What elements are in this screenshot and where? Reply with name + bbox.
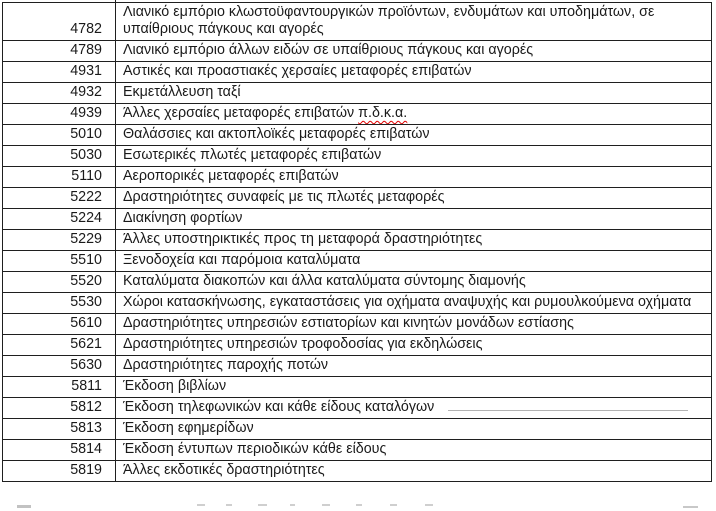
cutoff-text-top-artifact (226, 504, 232, 506)
table-row (3, 272, 712, 293)
table-row (3, 440, 712, 461)
description-cell: Έκδοση έντυπων περιοδικών κάθε είδους (116, 440, 712, 461)
table-row (3, 398, 712, 419)
description-cell: Δραστηριότητες υπηρεσιών τροφοδοσίας για εκδηλώσεις (116, 335, 712, 356)
code-cell: 4932 (3, 83, 116, 104)
code-cell: 5229 (3, 230, 116, 251)
table-row (3, 251, 712, 272)
code-cell: 5010 (3, 125, 116, 146)
description-cell: Δραστηριότητες συναφείς με τις πλωτές μεταφορές (116, 188, 712, 209)
cutoff-text-top-artifact (425, 504, 433, 506)
description-cell: Αστικές και προαστιακές χερσαίες μεταφορές επιβατών (116, 62, 712, 83)
cutoff-text-top-artifact (290, 504, 295, 506)
table-row (3, 188, 712, 209)
misspelled-word: π.δ.κ.α. (358, 105, 408, 121)
description-cell: Έκδοση εφημερίδων (116, 419, 712, 440)
description-cell: Δραστηριότητες υπηρεσιών εστιατορίων και κινητών μονάδων εστίασης (116, 314, 712, 335)
table-row (3, 209, 712, 230)
code-cell: 5030 (3, 146, 116, 167)
table-row (3, 125, 712, 146)
code-cell: 5222 (3, 188, 116, 209)
cutoff-text-top-artifact (390, 504, 397, 506)
code-cell: 4939 (3, 104, 116, 125)
cutoff-content-artifact-left (17, 505, 31, 508)
code-cell: 5630 (3, 356, 116, 377)
code-cell: 5819 (3, 461, 116, 482)
table-row (3, 62, 712, 83)
table-row (3, 293, 712, 314)
code-cell: 5811 (3, 377, 116, 398)
code-cell: 5530 (3, 293, 116, 314)
cutoff-content-artifact-right (683, 506, 698, 508)
description-cell: Λιανικό εμπόριο άλλων ειδών σε υπαίθριους πάγκους και αγορές (116, 41, 712, 62)
code-cell: 5110 (3, 167, 116, 188)
code-cell: 5520 (3, 272, 116, 293)
description-cell: Χώροι κατασκήνωσης, εγκαταστάσεις για οχήματα αναψυχής και ρυμουλκούμενα οχήματα (116, 293, 712, 314)
description-cell: Άλλες χερσαίες μεταφορές επιβατών π.δ.κ.α. (116, 104, 712, 125)
description-cell: Διακίνηση φορτίων (116, 209, 712, 230)
code-cell: 5813 (3, 419, 116, 440)
code-cell: 5610 (3, 314, 116, 335)
description-cell: Ξενοδοχεία και παρόμοια καταλύματα (116, 251, 712, 272)
cutoff-text-top-artifact (258, 504, 267, 506)
code-cell: 4782 (3, 3, 116, 41)
description-cell: Καταλύματα διακοπών και άλλα καταλύματα σύντομης διαμονής (116, 272, 712, 293)
code-cell: 5812 (3, 398, 116, 419)
description-cell: Άλλες εκδοτικές δραστηριότητες (116, 461, 712, 482)
table-row (3, 377, 712, 398)
code-cell: 4789 (3, 41, 116, 62)
description-cell: Δραστηριότητες παροχής ποτών (116, 356, 712, 377)
description-cell: Εσωτερικές πλωτές μεταφορές επιβατών (116, 146, 712, 167)
description-cell: Θαλάσσιες και ακτοπλοϊκές μεταφορές επιβατών (116, 125, 712, 146)
code-cell: 5224 (3, 209, 116, 230)
description-cell: Έκδοση βιβλίων (116, 377, 712, 398)
table-row (3, 419, 712, 440)
table-row (3, 335, 712, 356)
description-cell: Άλλες υποστηρικτικές προς τη μεταφορά δραστηριότητες (116, 230, 712, 251)
cutoff-text-top-artifact (356, 504, 362, 506)
table-row (3, 3, 712, 41)
table-row (3, 146, 712, 167)
description-cell: Έκδοση τηλεφωνικών και κάθε είδους καταλόγων (116, 398, 712, 419)
table-row (3, 104, 712, 125)
table-row (3, 230, 712, 251)
description-cell: Αεροπορικές μεταφορές επιβατών (116, 167, 712, 188)
table-row (3, 167, 712, 188)
table-row (3, 461, 712, 482)
code-cell: 4931 (3, 62, 116, 83)
stray-line-artifact (448, 410, 688, 411)
cutoff-text-top-artifact (322, 504, 330, 506)
description-cell: Εκμετάλλευση ταξί (116, 83, 712, 104)
code-cell: 5510 (3, 251, 116, 272)
table-row (3, 356, 712, 377)
table-row (3, 314, 712, 335)
description-cell: Λιανικό εμπόριο κλωστοϋφαντουργικών προϊόντων, ενδυμάτων και υποδημάτων, σε υπαίθριους πάγκους και αγορές (116, 3, 712, 41)
table-row (3, 83, 712, 104)
cutoff-text-top-artifact (197, 504, 205, 506)
code-cell: 5621 (3, 335, 116, 356)
table-row (3, 41, 712, 62)
code-cell: 5814 (3, 440, 116, 461)
